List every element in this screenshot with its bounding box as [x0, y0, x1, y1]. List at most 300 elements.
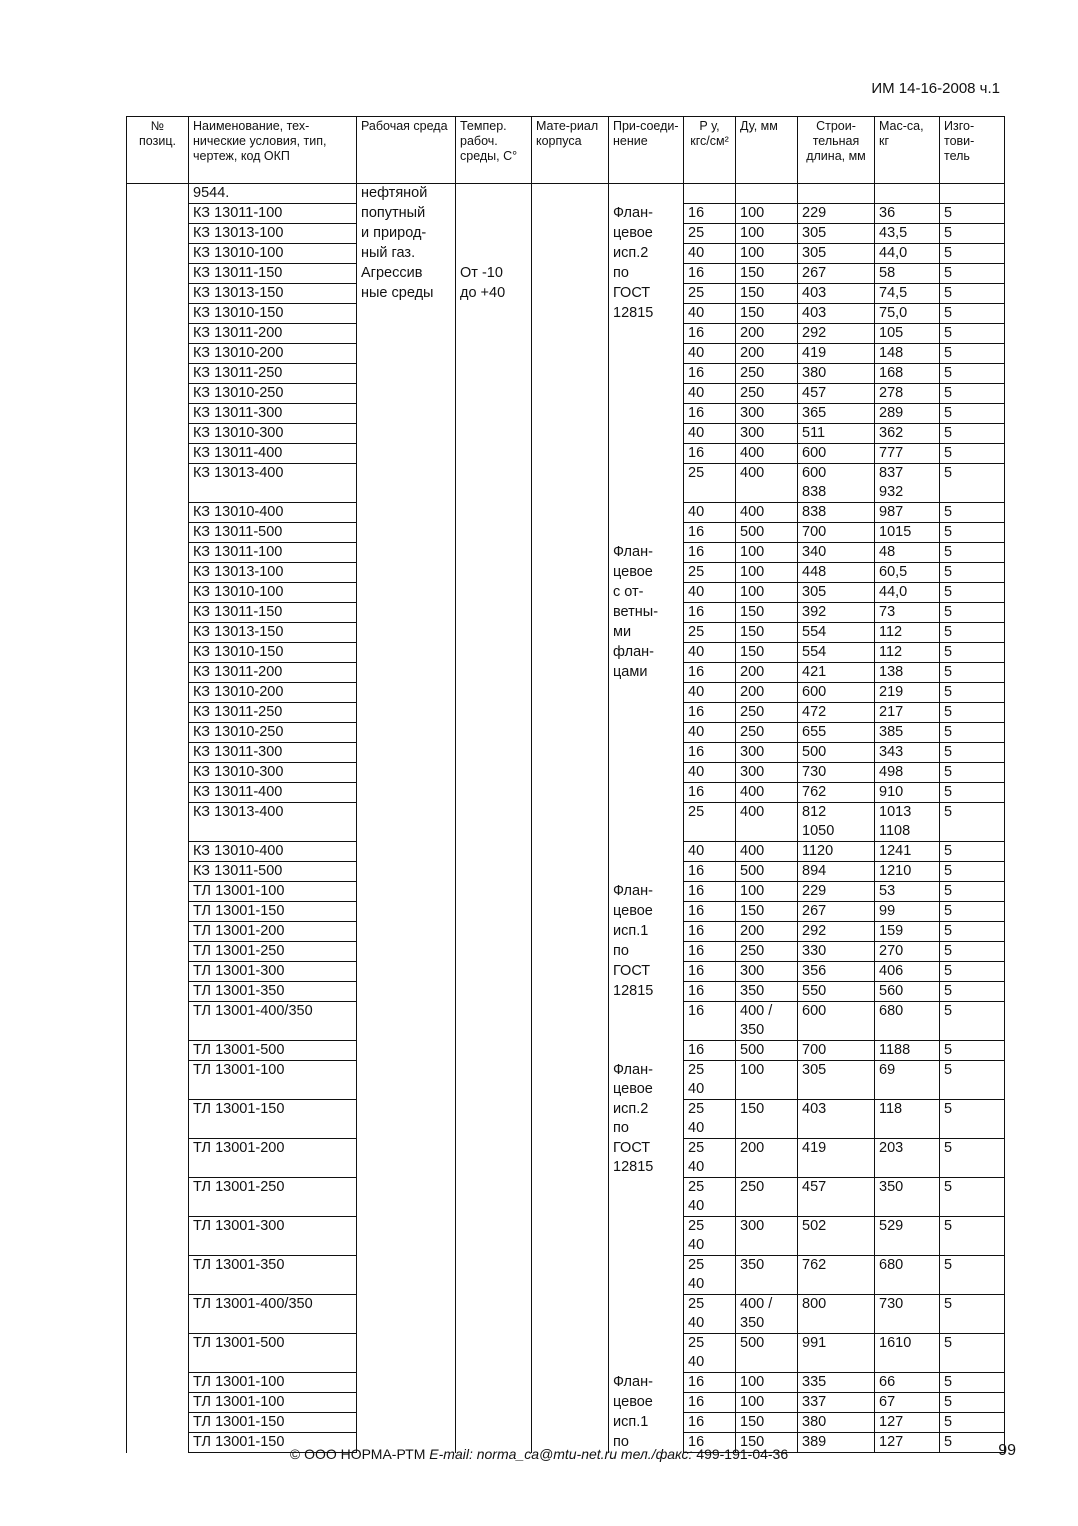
maker-cell: 5 — [940, 503, 1005, 523]
connection-cell: исп.2 — [609, 244, 684, 264]
name-cell: КЗ 13010-100 — [189, 583, 357, 603]
p-cell: 40 — [684, 763, 736, 783]
connection-cell — [609, 862, 684, 882]
name-cell: КЗ 13010-300 — [189, 424, 357, 444]
table-row — [127, 723, 1005, 743]
mass-cell: 112 — [875, 623, 940, 643]
position-cell — [127, 344, 189, 364]
name-cell: ТЛ 13001-200 — [189, 1139, 357, 1178]
name-cell: ТЛ 13001-150 — [189, 1413, 357, 1433]
table-row — [127, 1393, 1005, 1413]
name-cell: КЗ 13010-250 — [189, 384, 357, 404]
medium-cell — [357, 882, 456, 902]
connection-cell: флан- — [609, 643, 684, 663]
table-row — [127, 384, 1005, 404]
material-cell — [532, 942, 609, 962]
maker-cell: 5 — [940, 1100, 1005, 1139]
table-row — [127, 284, 1005, 304]
footer — [0, 1446, 1078, 1462]
d-cell: 400 — [736, 503, 798, 523]
name-cell: ТЛ 13001-250 — [189, 942, 357, 962]
footer-phone-label: тел./факс: — [620, 1446, 693, 1462]
maker-cell: 5 — [940, 324, 1005, 344]
position-cell — [127, 563, 189, 583]
connection-cell — [609, 743, 684, 763]
name-cell: КЗ 13010-250 — [189, 723, 357, 743]
material-cell — [532, 1002, 609, 1041]
maker-cell: 5 — [940, 982, 1005, 1002]
position-cell — [127, 1061, 189, 1100]
d-cell: 150 — [736, 623, 798, 643]
p-cell: 25 40 — [684, 1334, 736, 1373]
table-row — [127, 982, 1005, 1002]
temperature-cell — [456, 1178, 532, 1217]
d-cell: 150 — [736, 1100, 798, 1139]
d-cell: 200 — [736, 922, 798, 942]
len-cell: 335 — [798, 1373, 875, 1393]
position-cell — [127, 1217, 189, 1256]
d-cell: 400 / 350 — [736, 1002, 798, 1041]
temperature-cell — [456, 364, 532, 384]
medium-cell: Агрессив — [357, 264, 456, 284]
mass-cell: 730 — [875, 1295, 940, 1334]
header-maker: Изго-тови-тель — [940, 117, 1005, 184]
position-cell — [127, 1393, 189, 1413]
mass-cell: 159 — [875, 922, 940, 942]
connection-cell — [609, 1334, 684, 1373]
name-cell: КЗ 13010-150 — [189, 304, 357, 324]
medium-cell: ные среды — [357, 284, 456, 304]
position-cell — [127, 444, 189, 464]
position-cell — [127, 982, 189, 1002]
d-cell: 100 — [736, 583, 798, 603]
d-cell: 250 — [736, 942, 798, 962]
position-cell — [127, 384, 189, 404]
temperature-cell — [456, 563, 532, 583]
table-row — [127, 1334, 1005, 1373]
temperature-cell — [456, 862, 532, 882]
header-material: Мате-риал корпуса — [532, 117, 609, 184]
name-cell: ТЛ 13001-100 — [189, 1061, 357, 1100]
connection-cell: 12815 — [609, 304, 684, 324]
name-cell: ТЛ 13001-200 — [189, 922, 357, 942]
medium-cell — [357, 1061, 456, 1100]
mass-cell: 168 — [875, 364, 940, 384]
maker-cell: 5 — [940, 743, 1005, 763]
temperature-cell — [456, 982, 532, 1002]
connection-cell — [609, 444, 684, 464]
maker-cell: 5 — [940, 1373, 1005, 1393]
temperature-cell — [456, 543, 532, 563]
len-cell: 991 — [798, 1334, 875, 1373]
name-cell: КЗ 13010-400 — [189, 503, 357, 523]
len-cell: 554 — [798, 643, 875, 663]
maker-cell: 5 — [940, 543, 1005, 563]
mass-cell: 987 — [875, 503, 940, 523]
medium-cell: ный газ. — [357, 244, 456, 264]
p-cell: 16 — [684, 324, 736, 344]
connection-cell: Флан- цевое — [609, 1061, 684, 1100]
table-row — [127, 623, 1005, 643]
mass-cell: 406 — [875, 962, 940, 982]
p-cell: 16 — [684, 902, 736, 922]
position-cell — [127, 663, 189, 683]
len-cell: 457 — [798, 384, 875, 404]
connection-cell: Флан- — [609, 1373, 684, 1393]
position-cell — [127, 763, 189, 783]
d-cell: 400 — [736, 464, 798, 503]
mass-cell — [875, 184, 940, 204]
p-cell: 40 — [684, 384, 736, 404]
medium-cell — [357, 424, 456, 444]
table-row — [127, 424, 1005, 444]
material-cell — [532, 264, 609, 284]
table-row — [127, 862, 1005, 882]
d-cell: 250 — [736, 364, 798, 384]
maker-cell: 5 — [940, 264, 1005, 284]
mass-cell: 385 — [875, 723, 940, 743]
len-cell: 700 — [798, 523, 875, 543]
len-cell: 1120 — [798, 842, 875, 862]
medium-cell — [357, 763, 456, 783]
position-cell — [127, 723, 189, 743]
temperature-cell — [456, 663, 532, 683]
maker-cell: 5 — [940, 284, 1005, 304]
temperature-cell — [456, 922, 532, 942]
d-cell: 200 — [736, 344, 798, 364]
temperature-cell — [456, 304, 532, 324]
connection-cell: цевое — [609, 1393, 684, 1413]
temperature-cell: до +40 — [456, 284, 532, 304]
len-cell: 292 — [798, 324, 875, 344]
position-cell — [127, 224, 189, 244]
maker-cell: 5 — [940, 1295, 1005, 1334]
d-cell: 100 — [736, 1373, 798, 1393]
header-temperature: Темпер. рабоч. среды, С° — [456, 117, 532, 184]
material-cell — [532, 623, 609, 643]
len-cell: 762 — [798, 1256, 875, 1295]
position-cell — [127, 1334, 189, 1373]
medium-cell — [357, 404, 456, 424]
position-cell — [127, 1002, 189, 1041]
temperature-cell — [456, 1100, 532, 1139]
connection-cell: с от- — [609, 583, 684, 603]
p-cell: 16 — [684, 703, 736, 723]
name-cell: КЗ 13011-250 — [189, 703, 357, 723]
material-cell — [532, 982, 609, 1002]
connection-cell: по — [609, 1433, 684, 1453]
position-cell — [127, 424, 189, 444]
table-row — [127, 1295, 1005, 1334]
len-cell: 554 — [798, 623, 875, 643]
maker-cell: 5 — [940, 1139, 1005, 1178]
temperature-cell — [456, 1413, 532, 1433]
p-cell: 16 — [684, 543, 736, 563]
material-cell — [532, 563, 609, 583]
footer-email[interactable]: norma_ca@mtu-net.ru — [476, 1446, 618, 1462]
maker-cell: 5 — [940, 464, 1005, 503]
name-cell: КЗ 13011-250 — [189, 364, 357, 384]
name-cell: ТЛ 13001-100 — [189, 1373, 357, 1393]
temperature-cell — [456, 803, 532, 842]
connection-cell: ГОСТ — [609, 284, 684, 304]
len-cell: 403 — [798, 304, 875, 324]
position-cell — [127, 902, 189, 922]
connection-cell — [609, 803, 684, 842]
temperature-cell — [456, 962, 532, 982]
temperature-cell — [456, 384, 532, 404]
len-cell: 838 — [798, 503, 875, 523]
d-cell: 100 — [736, 204, 798, 224]
temperature-cell — [456, 424, 532, 444]
position-cell — [127, 942, 189, 962]
temperature-cell — [456, 623, 532, 643]
len-cell: 389 — [798, 1433, 875, 1453]
p-cell: 40 — [684, 683, 736, 703]
p-cell — [684, 184, 736, 204]
temperature-cell — [456, 184, 532, 204]
material-cell — [532, 922, 609, 942]
temperature-cell — [456, 703, 532, 723]
len-cell: 730 — [798, 763, 875, 783]
len-cell: 419 — [798, 344, 875, 364]
mass-cell: 99 — [875, 902, 940, 922]
medium-cell — [357, 743, 456, 763]
maker-cell: 5 — [940, 1178, 1005, 1217]
position-cell — [127, 543, 189, 563]
name-cell: КЗ 13011-150 — [189, 264, 357, 284]
name-cell: КЗ 13011-100 — [189, 204, 357, 224]
name-cell: ТЛ 13001-150 — [189, 1433, 357, 1453]
temperature-cell — [456, 643, 532, 663]
connection-cell — [609, 1217, 684, 1256]
name-cell: КЗ 13013-150 — [189, 284, 357, 304]
temperature-cell — [456, 763, 532, 783]
medium-cell — [357, 563, 456, 583]
mass-cell: 270 — [875, 942, 940, 962]
position-cell — [127, 882, 189, 902]
p-cell: 16 — [684, 1433, 736, 1453]
d-cell: 500 — [736, 1041, 798, 1061]
mass-cell: 1610 — [875, 1334, 940, 1373]
maker-cell: 5 — [940, 224, 1005, 244]
p-cell: 40 — [684, 723, 736, 743]
table-row — [127, 264, 1005, 284]
p-cell: 16 — [684, 404, 736, 424]
temperature-cell — [456, 683, 532, 703]
temperature-cell — [456, 1041, 532, 1061]
medium-cell — [357, 623, 456, 643]
name-cell: ТЛ 13001-300 — [189, 1217, 357, 1256]
p-cell: 25 40 — [684, 1100, 736, 1139]
temperature-cell — [456, 444, 532, 464]
name-cell: КЗ 13011-150 — [189, 603, 357, 623]
mass-cell: 680 — [875, 1002, 940, 1041]
name-cell: ТЛ 13001-500 — [189, 1334, 357, 1373]
p-cell: 25 40 — [684, 1061, 736, 1100]
p-cell: 25 — [684, 803, 736, 842]
len-cell: 472 — [798, 703, 875, 723]
name-cell: КЗ 13013-400 — [189, 464, 357, 503]
connection-cell — [609, 842, 684, 862]
len-cell: 419 — [798, 1139, 875, 1178]
p-cell: 16 — [684, 1041, 736, 1061]
medium-cell: попутный — [357, 204, 456, 224]
name-cell: ТЛ 13001-150 — [189, 1100, 357, 1139]
name-cell: ТЛ 13001-300 — [189, 962, 357, 982]
material-cell — [532, 583, 609, 603]
medium-cell: нефтяной — [357, 184, 456, 204]
position-cell — [127, 683, 189, 703]
len-cell: 812 1050 — [798, 803, 875, 842]
maker-cell: 5 — [940, 583, 1005, 603]
len-cell: 365 — [798, 404, 875, 424]
p-cell: 16 — [684, 444, 736, 464]
material-cell — [532, 1393, 609, 1413]
temperature-cell — [456, 1393, 532, 1413]
table-row — [127, 1100, 1005, 1139]
mass-cell: 127 — [875, 1413, 940, 1433]
page-number: 99 — [998, 1442, 1016, 1459]
document-reference: ИМ 14-16-2008 ч.1 — [871, 80, 1000, 97]
position-cell — [127, 783, 189, 803]
name-cell: КЗ 13011-200 — [189, 324, 357, 344]
temperature-cell — [456, 603, 532, 623]
name-cell: КЗ 13010-150 — [189, 643, 357, 663]
table-row — [127, 882, 1005, 902]
p-cell: 40 — [684, 304, 736, 324]
mass-cell: 43,5 — [875, 224, 940, 244]
maker-cell: 5 — [940, 1393, 1005, 1413]
mass-cell: 350 — [875, 1178, 940, 1217]
mass-cell: 910 — [875, 783, 940, 803]
d-cell: 150 — [736, 902, 798, 922]
material-cell — [532, 803, 609, 842]
position-cell — [127, 284, 189, 304]
mass-cell: 837 932 — [875, 464, 940, 503]
temperature-cell — [456, 1217, 532, 1256]
position-cell — [127, 1295, 189, 1334]
mass-cell: 343 — [875, 743, 940, 763]
len-cell: 392 — [798, 603, 875, 623]
connection-cell — [609, 523, 684, 543]
material-cell — [532, 304, 609, 324]
material-cell — [532, 902, 609, 922]
maker-cell: 5 — [940, 1041, 1005, 1061]
p-cell: 25 — [684, 623, 736, 643]
table-row — [127, 902, 1005, 922]
p-cell: 25 — [684, 284, 736, 304]
connection-cell — [609, 703, 684, 723]
medium-cell — [357, 643, 456, 663]
len-cell: 229 — [798, 882, 875, 902]
mass-cell: 69 — [875, 1061, 940, 1100]
header-medium: Рабочая среда — [357, 117, 456, 184]
p-cell: 16 — [684, 862, 736, 882]
mass-cell: 36 — [875, 204, 940, 224]
medium-cell — [357, 1041, 456, 1061]
p-cell: 40 — [684, 503, 736, 523]
d-cell: 400 / 350 — [736, 1295, 798, 1334]
temperature-cell — [456, 503, 532, 523]
temperature-cell — [456, 1256, 532, 1295]
table-row — [127, 922, 1005, 942]
medium-cell — [357, 922, 456, 942]
connection-cell — [609, 424, 684, 444]
position-cell — [127, 922, 189, 942]
mass-cell: 529 — [875, 1217, 940, 1256]
material-cell — [532, 244, 609, 264]
medium-cell — [357, 464, 456, 503]
table-row — [127, 563, 1005, 583]
medium-cell — [357, 583, 456, 603]
mass-cell: 74,5 — [875, 284, 940, 304]
medium-cell — [357, 1100, 456, 1139]
medium-cell — [357, 344, 456, 364]
mass-cell: 278 — [875, 384, 940, 404]
table-header-row — [127, 117, 1005, 184]
header-pressure: Р у, кгс/см² — [684, 117, 736, 184]
connection-cell: цами — [609, 663, 684, 683]
material-cell — [532, 1100, 609, 1139]
len-cell: 600 — [798, 444, 875, 464]
position-cell — [127, 304, 189, 324]
maker-cell: 5 — [940, 643, 1005, 663]
connection-cell: по — [609, 942, 684, 962]
position-cell — [127, 1178, 189, 1217]
table-row — [127, 1373, 1005, 1393]
d-cell: 150 — [736, 643, 798, 663]
d-cell: 100 — [736, 1393, 798, 1413]
mass-cell: 44,0 — [875, 244, 940, 264]
material-cell — [532, 364, 609, 384]
position-cell — [127, 503, 189, 523]
len-cell: 305 — [798, 244, 875, 264]
name-cell: ТЛ 13001-400/350 — [189, 1295, 357, 1334]
maker-cell: 5 — [940, 444, 1005, 464]
position-cell — [127, 364, 189, 384]
maker-cell: 5 — [940, 942, 1005, 962]
len-cell: 380 — [798, 1413, 875, 1433]
connection-cell — [609, 324, 684, 344]
len-cell: 337 — [798, 1393, 875, 1413]
connection-cell — [609, 384, 684, 404]
len-cell: 340 — [798, 543, 875, 563]
p-cell: 16 — [684, 1002, 736, 1041]
maker-cell: 5 — [940, 1413, 1005, 1433]
p-cell: 40 — [684, 643, 736, 663]
len-cell: 700 — [798, 1041, 875, 1061]
position-cell — [127, 324, 189, 344]
position-cell — [127, 1256, 189, 1295]
maker-cell: 5 — [940, 1002, 1005, 1041]
material-cell — [532, 723, 609, 743]
material-cell — [532, 384, 609, 404]
medium-cell — [357, 902, 456, 922]
position-cell — [127, 1413, 189, 1433]
name-cell: ТЛ 13001-400/350 — [189, 1002, 357, 1041]
material-cell — [532, 284, 609, 304]
table-row — [127, 444, 1005, 464]
name-cell: ТЛ 13001-350 — [189, 982, 357, 1002]
table-row — [127, 763, 1005, 783]
p-cell: 16 — [684, 1413, 736, 1433]
connection-cell — [609, 683, 684, 703]
material-cell — [532, 743, 609, 763]
table-row — [127, 503, 1005, 523]
mass-cell: 73 — [875, 603, 940, 623]
maker-cell: 5 — [940, 723, 1005, 743]
